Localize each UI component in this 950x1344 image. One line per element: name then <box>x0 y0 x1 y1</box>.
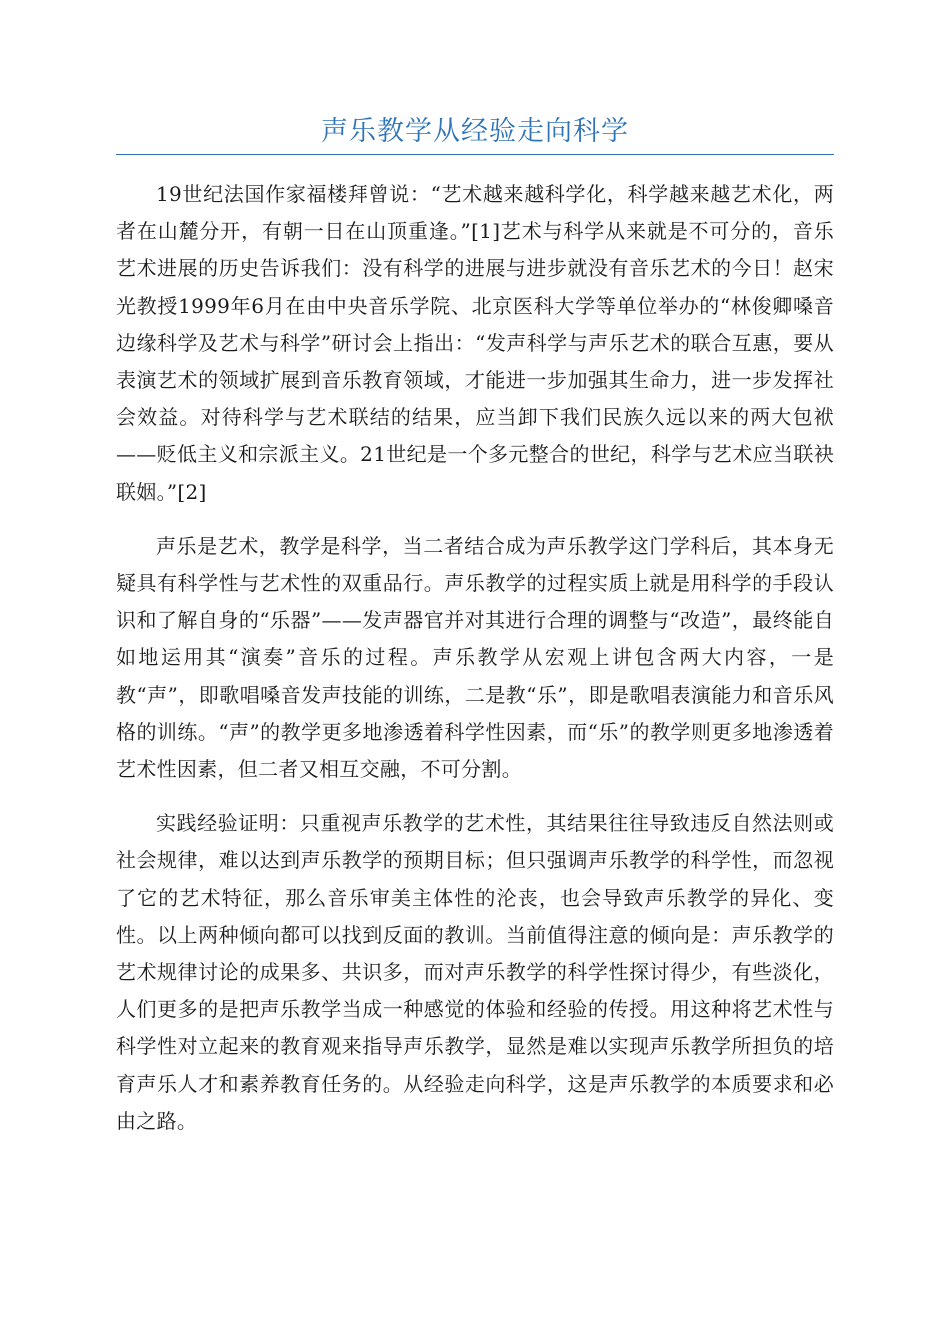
paragraph-2: 声乐是艺术，教学是科学，当二者结合成为声乐教学这门学科后，其本身无疑具有科学性与艺术性的双重品行。声乐教学的过程实质上就是用科学的手段认识和了解自身的“乐器”——发声器官并对其进行合理的调整与“改造”，最终能自如地运用其“演奏”音乐的过程。声乐教学从宏观上讲包含两大内容，一是教“声”，即歌唱嗓音发声技能的训练，二是教“乐”，即是歌唱表演能力和音乐风格的训练。“声”的教学更多地渗透着科学性因素，而“乐”的教学则更多地渗透着艺术性因素，但二者又相互交融，不可分割。 <box>116 533 834 782</box>
title-underline <box>116 154 834 155</box>
paragraph-1: 19世纪法国作家福楼拜曾说：“艺术越来越科学化，科学越来越艺术化，两者在山麓分开，有朝一日在山顶重逢。”[1]艺术与科学从来就是不可分的，音乐艺术进展的历史告诉我们：没有科学的进展与进步就没有音乐艺术的今日！赵宋光教授1999年6月在由中央音乐学院、北京医科大学等单位举办的“林俊卿嗓音边缘科学及艺术与科学”研讨会上指出：“发声科学与声乐艺术的联合互惠，要从表演艺术的领域扩展到音乐教育领域，才能进一步加强其生命力，进一步发挥社会效益。对待科学与艺术联结的结果，应当卸下我们民族久远以来的两大包袱——贬低主义和宗派主义。21世纪是一个多元整合的世纪，科学与艺术应当联袂联姻。”[2] <box>116 182 834 504</box>
document-title: 声乐教学从经验走向科学 <box>321 116 629 147</box>
document-body <box>116 176 834 1157</box>
paragraph-3: 实践经验证明：只重视声乐教学的艺术性，其结果往往导致违反自然法则或社会规律，难以达到声乐教学的预期目标；但只强调声乐教学的科学性，而忽视了它的艺术特征，那么音乐审美主体性的沦丧，也会导致声乐教学的异化、变性。以上两种倾向都可以找到反面的教训。当前值得注意的倾向是：声乐教学的艺术规律讨论的成果多、共识多，而对声乐教学的科学性探讨得少，有些淡化，人们更多的是把声乐教学当成一种感觉的体验和经验的传授。用这种将艺术性与科学性对立起来的教育观来指导声乐教学，显然是难以实现声乐教学所担负的培育声乐人才和素养教育任务的。从经验走向科学，这是声乐教学的本质要求和必由之路。 <box>116 811 834 1133</box>
